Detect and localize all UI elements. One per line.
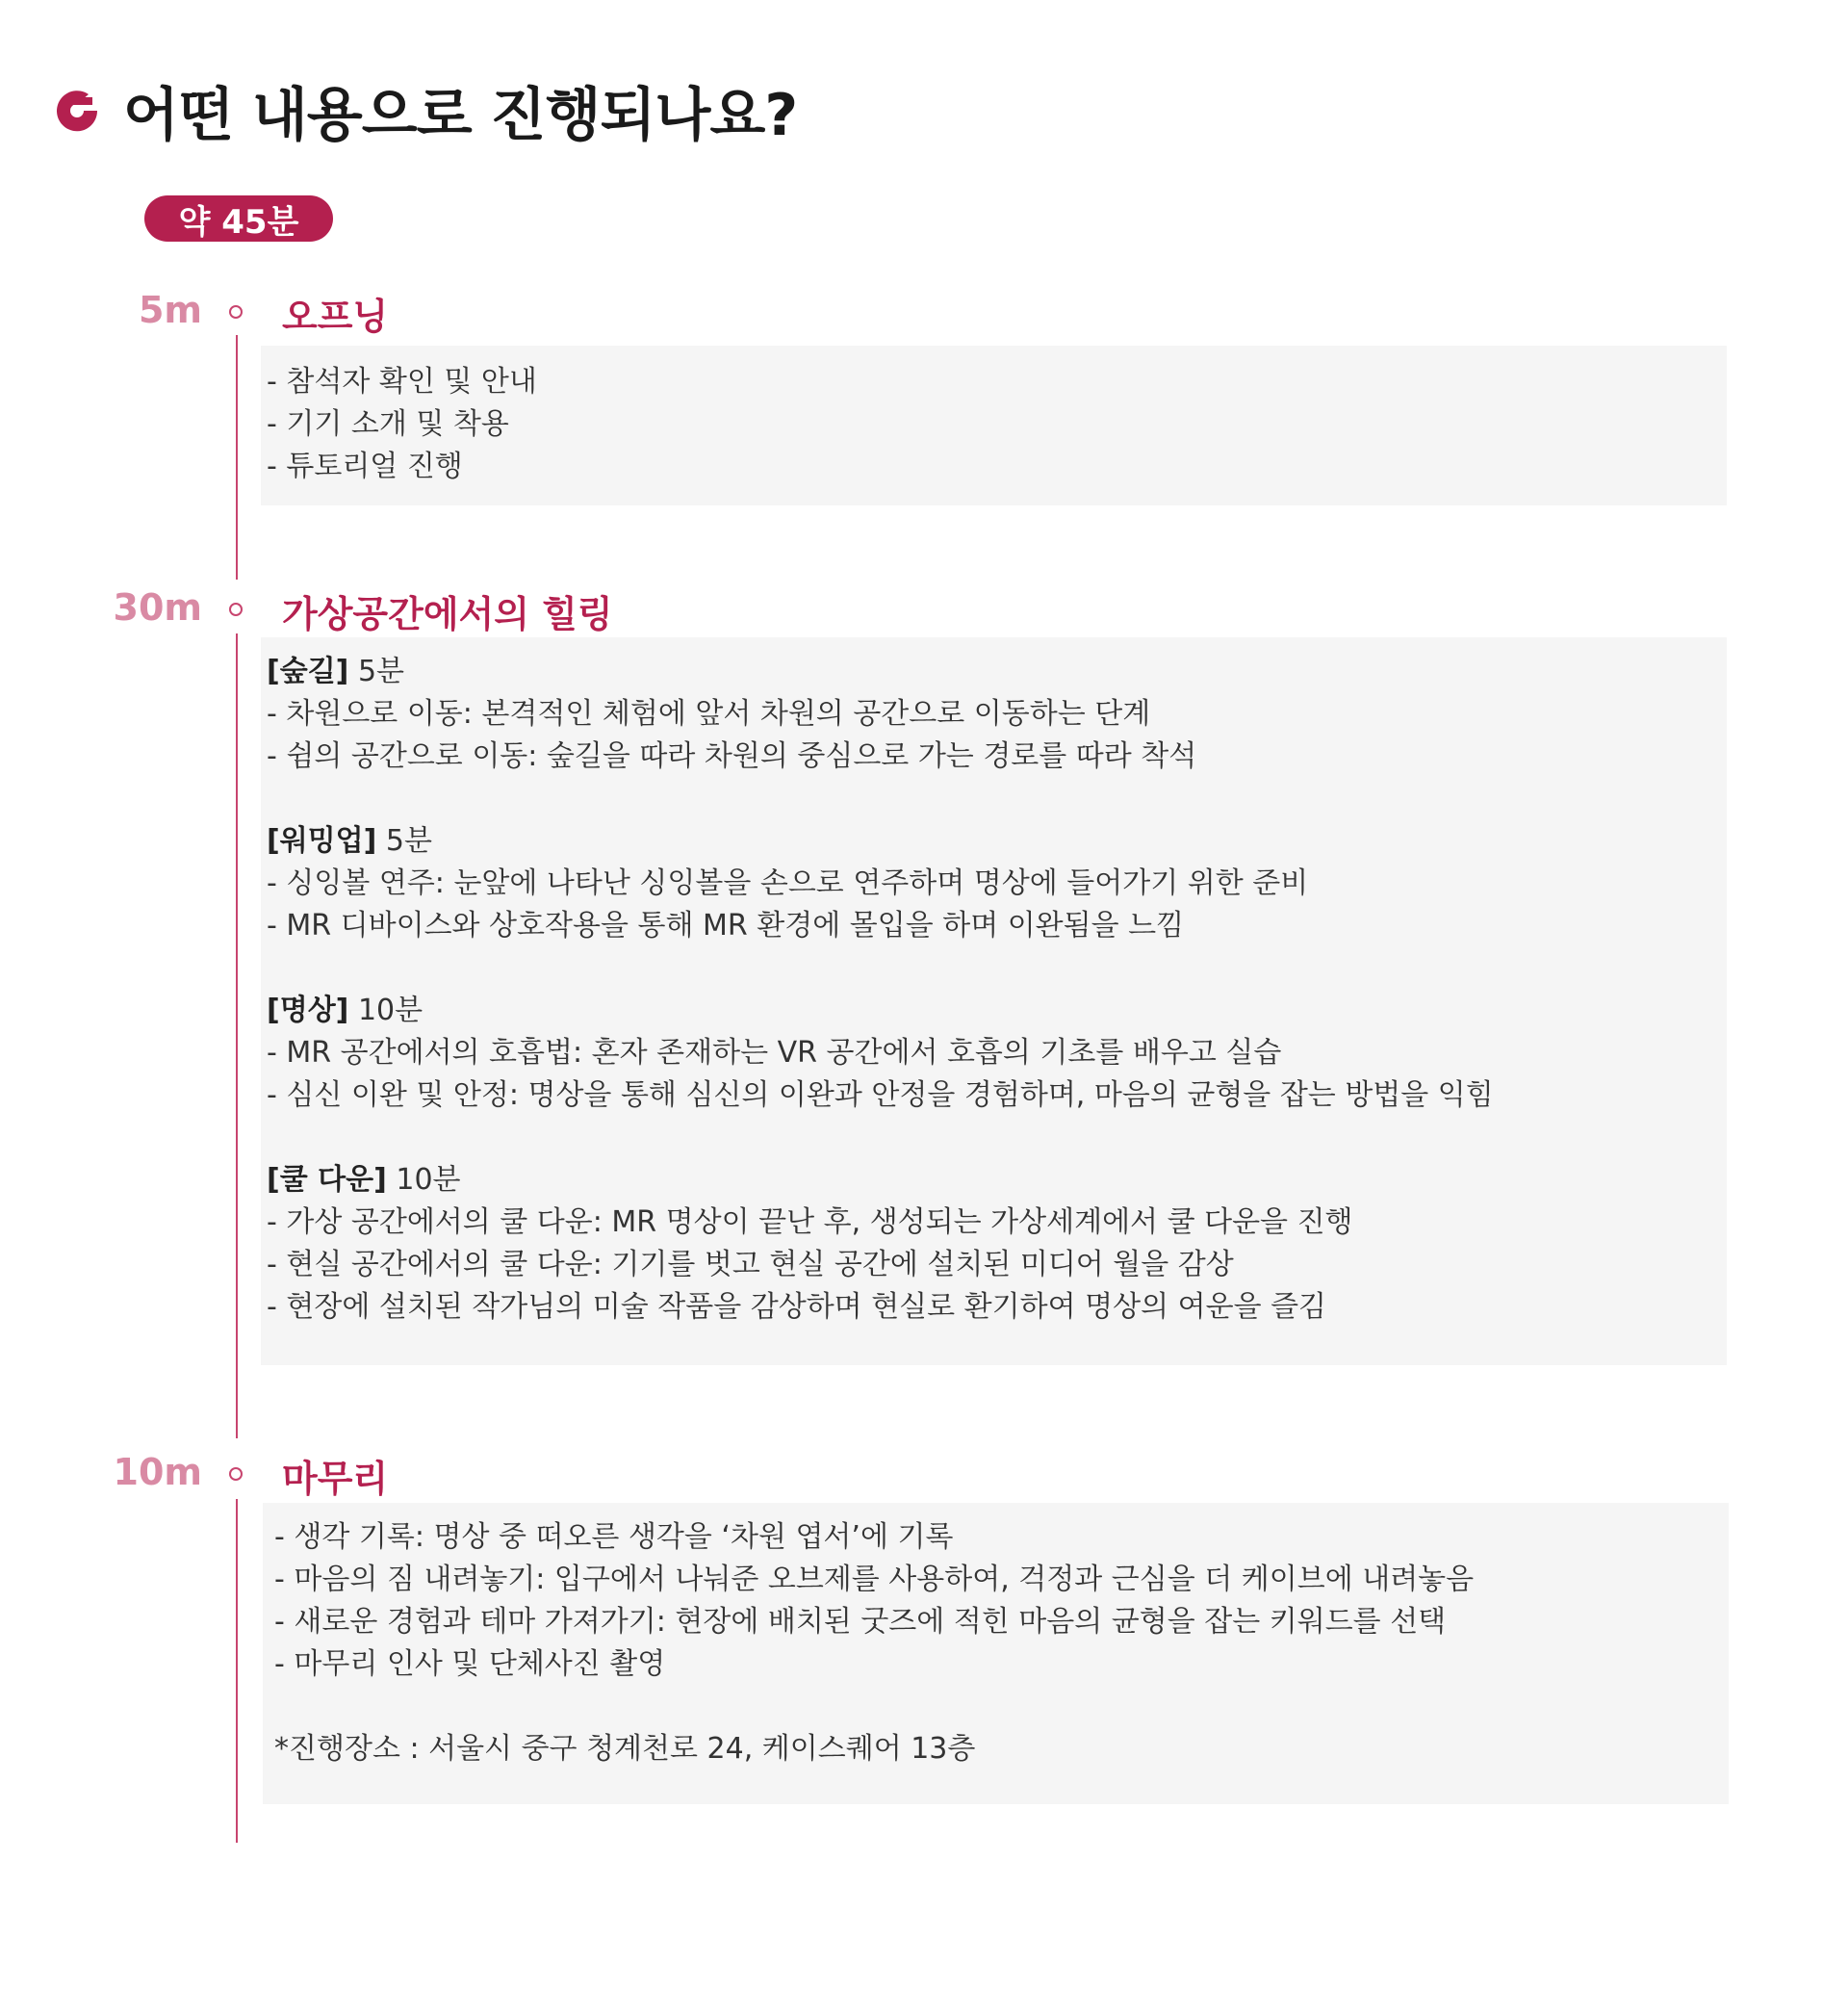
timeline-dot-icon: [229, 1467, 243, 1481]
timeline-line: [236, 633, 238, 1438]
subsection-duration: 10분: [396, 1163, 461, 1197]
subsection-name: [워밍업]: [267, 824, 377, 858]
list-item: - 싱잉볼 연주: 눈앞에 나타난 싱잉볼을 손으로 연주하며 명상에 들어가기 위한 준비: [267, 866, 1309, 900]
list-item: - 마무리 인사 및 단체사진 촬영: [274, 1647, 666, 1681]
list-item: - 가상 공간에서의 쿨 다운: MR 명상이 끝난 후, 생성되는 가상세계에서 쿨 다운을 진행: [267, 1205, 1353, 1239]
duration-badge: 약 45분: [144, 195, 333, 242]
list-item: - 차원으로 이동: 본격적인 체험에 앞서 차원의 공간으로 이동하는 단계: [267, 697, 1151, 731]
timeline-line: [236, 335, 238, 580]
section-time-label: 30m: [113, 586, 202, 629]
list-item: - 새로운 경험과 테마 가져가기: 현장에 배치된 굿즈에 적힌 마음의 균형을 잡는 키워드를 선택: [274, 1605, 1447, 1639]
section-time-label: 5m: [138, 289, 202, 331]
location-note: *진행장소 : 서울시 중구 청계천로 24, 케이스퀘어 13층: [274, 1732, 976, 1766]
timeline-dot-icon: [229, 603, 243, 616]
subsection-duration: 5분: [385, 824, 432, 858]
brand-ring-icon: [50, 84, 104, 138]
list-item: - 현실 공간에서의 쿨 다운: 기기를 벗고 현실 공간에 설치된 미디어 월을 감상: [267, 1248, 1234, 1281]
section-title: 오프닝: [282, 296, 389, 338]
timeline-line: [236, 1499, 238, 1843]
list-item: - 튜토리얼 진행: [267, 450, 463, 483]
section-panel: [261, 346, 1727, 505]
subsection-duration: 5분: [357, 655, 405, 688]
list-item: - 현장에 설치된 작가님의 미술 작품을 감상하며 현실로 환기하여 명상의 여운을 즐김: [267, 1290, 1327, 1324]
subsection-heading: [267, 651, 1727, 693]
list-item: - 마음의 짐 내려놓기: 입구에서 나눠준 오브제를 사용하여, 걱정과 근심을 더 케이브에 내려놓음: [274, 1563, 1475, 1596]
list-item: - 생각 기록: 명상 중 떠오른 생각을 ‘차원 엽서’에 기록: [274, 1520, 954, 1554]
list-item: - 기기 소개 및 착용: [267, 407, 509, 441]
section-panel: [263, 1503, 1729, 1804]
list-item: - MR 공간에서의 호흡법: 혼자 존재하는 VR 공간에서 호흡의 기초를 배우고 실습: [267, 1036, 1282, 1070]
page-title: 어떤 내용으로 진행되나요?: [123, 82, 798, 149]
subsection-name: [쿨 다운]: [267, 1163, 387, 1197]
list-item: - MR 디바이스와 상호작용을 통해 MR 환경에 몰입을 하며 이완됨을 느낌: [267, 909, 1185, 943]
subsection-name: [명상]: [267, 994, 349, 1027]
subsection-heading: [267, 820, 1727, 863]
subsection-heading: [267, 990, 1727, 1032]
subsection-duration: 10분: [357, 994, 424, 1027]
subsection-heading: [267, 1159, 1727, 1202]
section-title: 가상공간에서의 힐링: [282, 593, 613, 635]
timeline-dot-icon: [229, 305, 243, 319]
section-panel: [261, 637, 1727, 1365]
section-title: 마무리: [282, 1458, 389, 1500]
list-item: - 쉼의 공간으로 이동: 숲길을 따라 차원의 중심으로 가는 경로를 따라 착석: [267, 739, 1197, 773]
list-item: - 참석자 확인 및 안내: [267, 365, 537, 399]
section-time-label: 10m: [113, 1451, 202, 1493]
list-item: - 심신 이완 및 안정: 명상을 통해 심신의 이완과 안정을 경험하며, 마음의 균형을 잡는 방법을 익힘: [267, 1078, 1494, 1112]
page-header: [50, 67, 797, 154]
subsection-name: [숲길]: [267, 655, 349, 688]
